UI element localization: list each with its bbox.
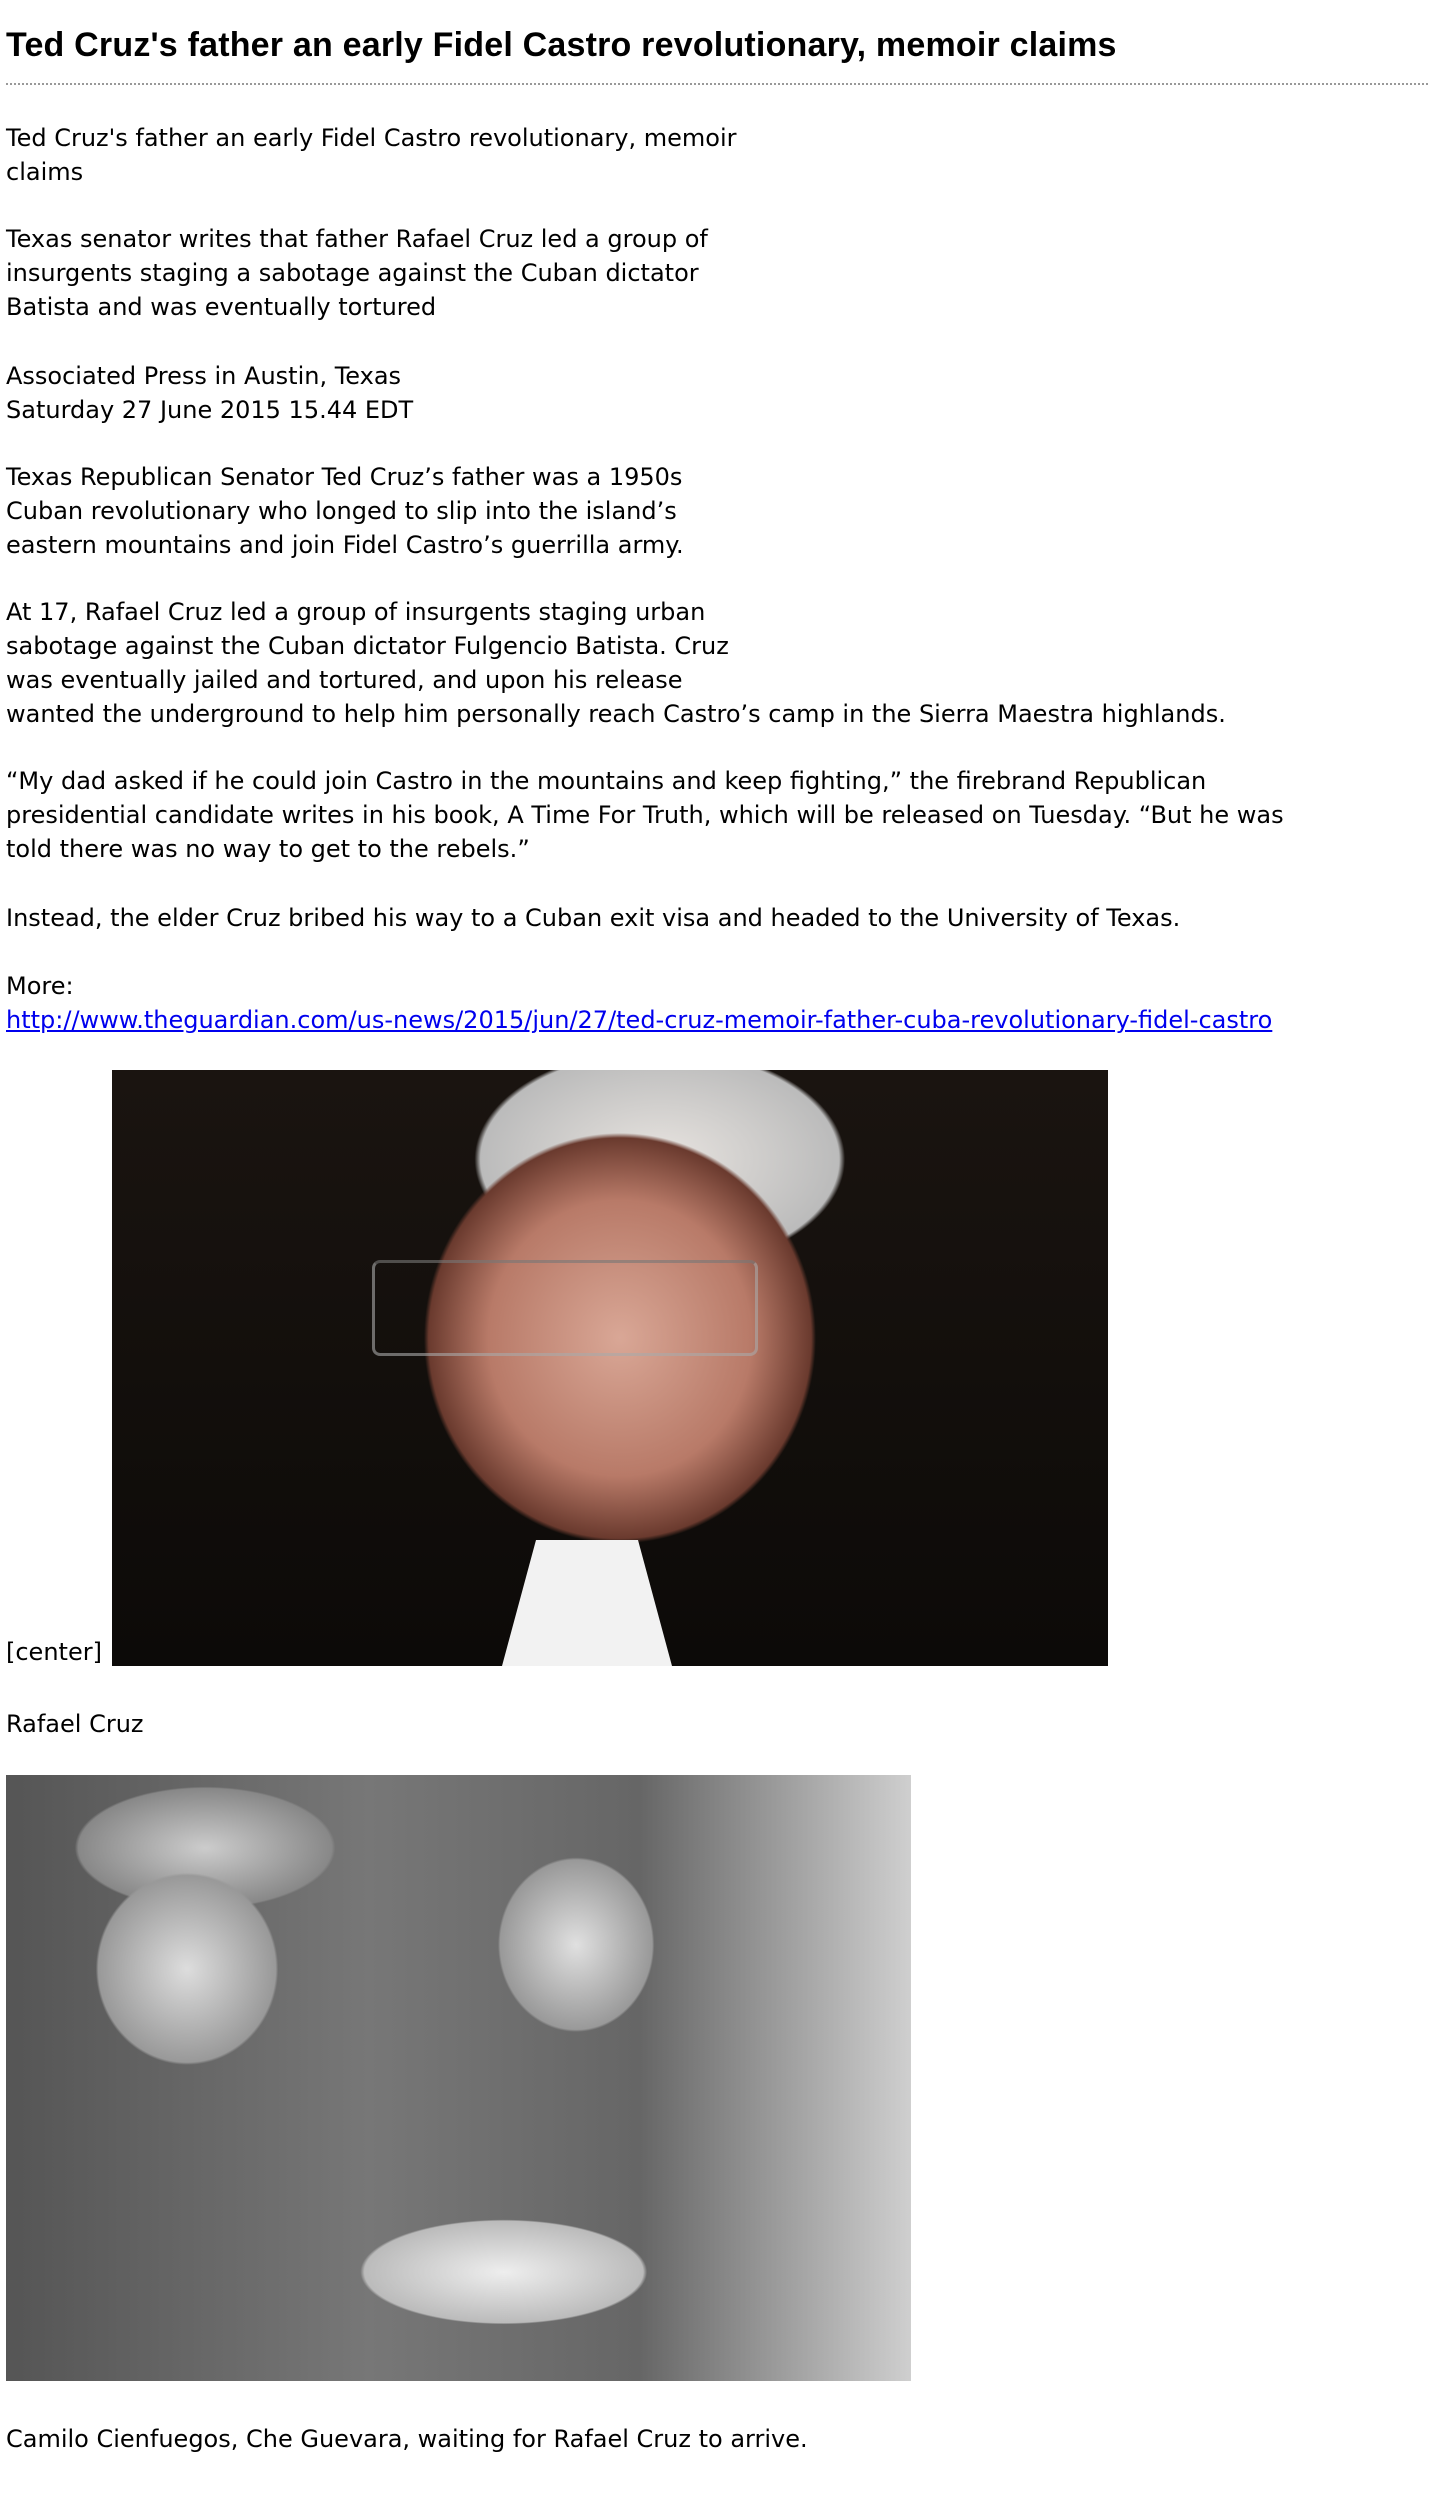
rafael-cruz-photo [112,1070,1108,1666]
body-paragraph [6,901,1180,935]
shirt-collar-detail [502,1540,672,1666]
center-tag-text: [center] [6,1638,102,1666]
text-line: “My dad asked if he could join Castro in the mountains and keep fighting,” the firebrand Republican [6,767,1207,795]
more-label: More: [6,972,74,1000]
dateline: Saturday 27 June 2015 15.44 EDT [6,396,414,424]
text-line: Batista and was eventually tortured [6,293,437,321]
title-divider [6,83,1428,85]
byline: Associated Press in Austin, Texas [6,362,402,390]
text-line: eastern mountains and join Fidel Castro’s guerrilla army. [6,531,684,559]
body-paragraph [6,460,684,562]
photo-caption: Rafael Cruz [6,1710,144,1738]
text-line: told there was no way to get to the rebels.” [6,835,530,863]
text-line: Instead, the elder Cruz bribed his way to a Cuban exit visa and headed to the University of Texas. [6,904,1181,932]
article-title: Ted Cruz's father an early Fidel Castro revolutionary, memoir claims [6,26,1117,64]
body-paragraph [6,764,1284,866]
more-section [6,969,1272,1037]
text-line: Texas senator writes that father Rafael Cruz led a group of [6,225,708,253]
text-line: sabotage against the Cuban dictator Fulgencio Batista. Cruz [6,632,729,660]
byline-paragraph [6,359,413,427]
standfirst-paragraph [6,222,708,324]
text-line: At 17, Rafael Cruz led a group of insurgents staging urban [6,598,706,626]
text-line: Texas Republican Senator Ted Cruz’s father was a 1950s [6,463,683,491]
subtitle-paragraph [6,121,736,189]
cienfuegos-guevara-photo [6,1775,911,2381]
text-line: wanted the underground to help him personally reach Castro’s camp in the Sierra Maestra highlands. [6,700,1226,728]
photo-caption: Camilo Cienfuegos, Che Guevara, waiting for Rafael Cruz to arrive. [6,2425,808,2453]
text-line: insurgents staging a sabotage against the Cuban dictator [6,259,699,287]
body-paragraph [6,595,1226,731]
source-link[interactable]: http://www.theguardian.com/us-news/2015/jun/27/ted-cruz-memoir-father-cuba-revolutionary-fidel-castro [6,1006,1273,1034]
text-line: Cuban revolutionary who longed to slip into the island’s [6,497,677,525]
text-line: presidential candidate writes in his book, A Time For Truth, which will be released on Tuesday. “But he was [6,801,1284,829]
text-line: claims [6,158,84,186]
text-line: was eventually jailed and tortured, and upon his release [6,666,683,694]
text-line: Ted Cruz's father an early Fidel Castro revolutionary, memoir [6,124,737,152]
glasses-detail [372,1260,758,1356]
